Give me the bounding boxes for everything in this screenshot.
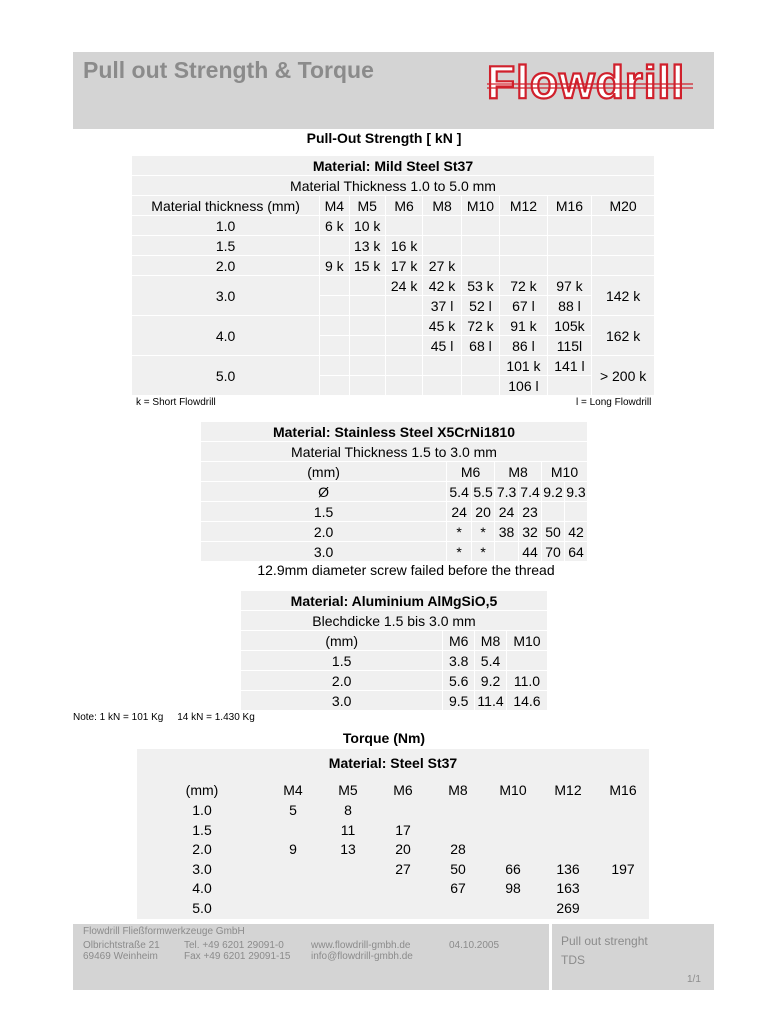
page-header xyxy=(73,52,714,129)
table-cell: 106 l xyxy=(500,376,547,395)
aluminium-thickness-range: Blechdicke 1.5 bis 3.0 mm xyxy=(241,611,547,630)
table-cell: 7.3 xyxy=(496,483,517,500)
table-cell: 5.4 xyxy=(447,482,471,501)
table-row xyxy=(132,276,654,295)
table-cell xyxy=(592,236,654,255)
table-cell: 88 l xyxy=(548,296,592,315)
table-cell: 98 xyxy=(505,880,521,897)
table-cell: 72 k xyxy=(462,316,499,335)
table-row xyxy=(137,861,649,881)
table-row xyxy=(201,502,587,521)
table-cell: 64 xyxy=(565,542,587,561)
table-cell xyxy=(548,236,592,255)
table-cell: 6 k xyxy=(320,216,348,235)
header-cell: M5 xyxy=(350,196,385,215)
header-cell: M20 xyxy=(592,196,654,215)
table-cell: 53 k xyxy=(462,276,499,295)
table-cell xyxy=(350,376,385,395)
table-cell: Ø xyxy=(201,482,446,501)
table-cell xyxy=(320,316,348,335)
mild-thickness-range: Material Thickness 1.0 to 5.0 mm xyxy=(132,176,654,195)
table-cell: 37 l xyxy=(423,296,460,315)
table-cell: 14.6 xyxy=(507,691,547,710)
table-row xyxy=(241,651,547,670)
footer-tel: Tel. +49 6201 29091-0 xyxy=(184,940,284,951)
table-cell: 4.0 xyxy=(192,880,212,897)
table-cell: 269 xyxy=(556,900,580,916)
table-cell xyxy=(495,542,518,561)
table-row xyxy=(241,691,547,710)
table-row xyxy=(132,256,654,275)
table-row xyxy=(137,841,649,861)
header-cell: M16 xyxy=(548,196,592,215)
table-cell: 5.0 xyxy=(192,900,212,916)
table-cell xyxy=(350,356,385,375)
table-cell: 197 xyxy=(611,860,635,877)
table-cell: 24 xyxy=(447,502,471,521)
page-footer xyxy=(73,924,714,990)
table-row xyxy=(132,356,654,375)
table-cell: * xyxy=(447,522,471,541)
table-cell: 1.5 xyxy=(192,821,212,838)
header-cell: M5 xyxy=(338,782,358,798)
table-cell xyxy=(548,376,592,395)
stainless-header-row xyxy=(201,462,587,481)
table-cell: 13 k xyxy=(350,236,385,255)
table-cell: 5.4 xyxy=(475,651,506,670)
footer-website[interactable]: www.flowdrill-gmbh.de xyxy=(311,940,411,951)
table-cell: 70 xyxy=(542,542,564,561)
table-cell: * xyxy=(472,522,494,541)
table-cell: 5.5 xyxy=(473,483,493,500)
footer-city: 69469 Weinheim xyxy=(83,951,158,962)
table-cell xyxy=(350,296,385,315)
table-cell: 141 l xyxy=(548,356,592,375)
table-cell xyxy=(423,236,460,255)
table-cell: 7.4 xyxy=(520,483,540,500)
footer-street: Olbrichtstraße 21 xyxy=(83,940,160,951)
torque-header-row xyxy=(137,782,649,802)
table-cell: 11 xyxy=(340,821,356,838)
header-cell: M6 xyxy=(443,631,474,650)
table-cell xyxy=(386,296,422,315)
header-cell: (mm) xyxy=(201,462,446,481)
table-cell xyxy=(507,651,547,670)
table-cell: 27 xyxy=(395,860,411,877)
table-row xyxy=(137,822,649,842)
table-cell xyxy=(592,216,654,235)
table-cell: 162 k xyxy=(592,316,654,355)
table-cell xyxy=(423,356,460,375)
table-cell: 9.2 xyxy=(475,671,506,690)
header-cell: M10 xyxy=(507,631,547,650)
table-cell: 3.0 xyxy=(192,860,212,877)
header-cell: M12 xyxy=(500,196,547,215)
header-cell: (mm) xyxy=(241,631,442,650)
table-cell: 45 k xyxy=(423,316,460,335)
header-cell: M8 xyxy=(495,462,541,481)
table-cell: 23 xyxy=(519,502,541,521)
table-cell: 163 xyxy=(556,880,580,897)
table-cell: 5.0 xyxy=(132,356,319,395)
table-cell: 136 xyxy=(556,860,580,877)
table-cell xyxy=(320,276,348,295)
table-cell: 9 xyxy=(289,841,297,858)
table-cell: 50 xyxy=(542,522,564,541)
table-cell: 20 xyxy=(472,502,494,521)
table-cell: 1.5 xyxy=(201,502,446,521)
aluminium-material-title: Material: Aluminium AlMgSiO,5 xyxy=(241,591,547,610)
table-cell xyxy=(462,376,499,395)
table-row xyxy=(132,316,654,335)
header-cell: M8 xyxy=(423,196,460,215)
torque-material-title: Material: Steel St37 xyxy=(328,755,458,771)
table-cell: 2.0 xyxy=(132,256,319,275)
table-cell: 11.0 xyxy=(507,671,547,690)
stainless-material-title: Material: Stainless Steel X5CrNi1810 xyxy=(201,422,587,441)
header-cell: M4 xyxy=(283,782,303,798)
footer-doc-type: TDS xyxy=(561,953,585,967)
table-cell xyxy=(462,216,499,235)
table-cell: 24 k xyxy=(386,276,422,295)
table-cell: 105k xyxy=(548,316,592,335)
table-row xyxy=(201,522,587,541)
table-cell: 91 k xyxy=(500,316,547,335)
conversion-note: Note: 1 kN = 101 Kg 14 kN = 1.430 Kg xyxy=(73,712,255,723)
header-cell: M4 xyxy=(320,196,348,215)
header-cell: M6 xyxy=(447,462,494,481)
table-cell: 115l xyxy=(548,336,592,355)
table-cell: 3.0 xyxy=(132,276,319,315)
header-cell: M10 xyxy=(542,462,587,481)
table-cell: 2.0 xyxy=(241,671,442,690)
table-row xyxy=(137,880,649,900)
table-cell: 9 k xyxy=(320,256,348,275)
table-cell: 9.2 xyxy=(543,483,563,500)
header-cell: M8 xyxy=(475,631,506,650)
table-cell: 28 xyxy=(450,841,466,858)
table-row xyxy=(137,802,649,822)
mild-steel-table xyxy=(131,155,655,396)
footer-email[interactable]: info@flowdrill-gmbh.de xyxy=(311,951,413,962)
table-cell: 15 k xyxy=(350,256,385,275)
torque-heading: Torque (Nm) xyxy=(342,730,426,746)
table-cell: 97 k xyxy=(548,276,592,295)
table-cell xyxy=(386,356,422,375)
footer-divider xyxy=(549,924,552,990)
table-row xyxy=(132,236,654,255)
table-cell xyxy=(500,256,547,275)
table-cell: 101 k xyxy=(500,356,547,375)
table-cell: 9.3 xyxy=(566,483,586,500)
table-cell xyxy=(542,502,564,521)
aluminium-table xyxy=(240,590,548,711)
table-cell xyxy=(386,216,422,235)
table-cell: 1.5 xyxy=(132,236,319,255)
flowdrill-logo xyxy=(483,54,708,106)
table-cell: 17 k xyxy=(386,256,422,275)
table-cell xyxy=(320,236,348,255)
table-cell: 67 xyxy=(450,880,466,897)
table-cell xyxy=(320,296,348,315)
aluminium-header-row xyxy=(241,631,547,650)
header-cell: M8 xyxy=(448,782,468,798)
table-cell xyxy=(386,316,422,335)
table-cell: 5 xyxy=(289,802,297,818)
table-cell: 17 xyxy=(395,821,411,838)
header-cell: M6 xyxy=(386,196,422,215)
table-cell xyxy=(320,376,348,395)
table-cell: 66 xyxy=(505,860,521,877)
header-cell: M10 xyxy=(499,782,527,798)
table-cell: 9.5 xyxy=(443,691,474,710)
table-cell: 27 k xyxy=(423,256,460,275)
table-cell xyxy=(500,236,547,255)
long-flowdrill-note: l = Long Flowdrill xyxy=(576,397,652,408)
header-cell: M6 xyxy=(393,782,413,798)
pullout-heading: Pull-Out Strength [ kN ] xyxy=(306,130,462,146)
table-cell: 1.0 xyxy=(132,216,319,235)
table-cell xyxy=(565,502,587,521)
stainless-steel-table xyxy=(200,421,588,562)
table-cell: 3.0 xyxy=(201,542,446,561)
table-cell: 1.5 xyxy=(241,651,442,670)
stainless-thickness-range: Material Thickness 1.5 to 3.0 mm xyxy=(201,442,587,461)
svg-text:Flowdrill: Flowdrill xyxy=(487,56,686,106)
table-cell: 68 l xyxy=(462,336,499,355)
table-cell xyxy=(592,256,654,275)
table-cell xyxy=(500,216,547,235)
table-cell xyxy=(350,276,385,295)
table-cell: 42 xyxy=(565,522,587,541)
table-cell: 13 xyxy=(340,841,356,858)
table-cell xyxy=(462,236,499,255)
mild-material-title: Material: Mild Steel St37 xyxy=(132,156,654,175)
table-row xyxy=(241,671,547,690)
table-cell: 2.0 xyxy=(192,841,212,858)
table-cell xyxy=(462,356,499,375)
table-cell: 10 k xyxy=(350,216,385,235)
table-cell xyxy=(423,216,460,235)
table-cell: 45 l xyxy=(423,336,460,355)
mild-header-row xyxy=(132,196,654,215)
table-cell: 86 l xyxy=(500,336,547,355)
footer-fax: Fax +49 6201 29091-15 xyxy=(184,951,291,962)
table-cell: 67 l xyxy=(500,296,547,315)
table-cell: 20 xyxy=(395,841,411,858)
table-cell xyxy=(350,336,385,355)
header-cell: M10 xyxy=(462,196,499,215)
table-cell: 4.0 xyxy=(132,316,319,355)
footer-page-number: 1/1 xyxy=(687,974,701,985)
table-cell xyxy=(386,376,422,395)
header-cell: (mm) xyxy=(185,782,219,798)
table-cell xyxy=(320,356,348,375)
table-cell: 2.0 xyxy=(201,522,446,541)
table-cell: 52 l xyxy=(462,296,499,315)
footer-date: 04.10.2005 xyxy=(449,940,500,951)
table-row xyxy=(201,542,587,561)
table-cell: * xyxy=(472,542,494,561)
table-cell: 8 xyxy=(344,802,352,818)
table-cell: * xyxy=(447,542,471,561)
footer-company: Flowdrill Fließformwerkzeuge GmbH xyxy=(83,926,245,937)
header-cell: M12 xyxy=(554,782,582,798)
table-cell: 142 k xyxy=(592,276,654,315)
page-title: Pull out Strength & Torque xyxy=(83,57,374,83)
table-cell xyxy=(462,256,499,275)
table-cell xyxy=(350,316,385,335)
table-cell: 50 xyxy=(450,860,466,877)
table-cell: 16 k xyxy=(386,236,422,255)
table-cell: 32 xyxy=(519,522,541,541)
table-cell: 24 xyxy=(495,502,518,521)
short-flowdrill-note: k = Short Flowdrill xyxy=(136,397,216,408)
table-cell: 5.6 xyxy=(443,671,474,690)
table-cell: > 200 k xyxy=(592,356,654,395)
table-cell: 3.8 xyxy=(443,651,474,670)
table-cell: 72 k xyxy=(500,276,547,295)
header-cell: M16 xyxy=(609,782,637,798)
table-row xyxy=(132,216,654,235)
torque-table xyxy=(137,749,649,919)
table-cell xyxy=(320,336,348,355)
table-cell: 38 xyxy=(495,522,518,541)
table-cell: 11.4 xyxy=(475,691,506,710)
table-cell xyxy=(386,336,422,355)
table-cell xyxy=(548,216,592,235)
footer-doc-title: Pull out strenght xyxy=(561,934,648,948)
table-row xyxy=(137,900,649,920)
stainless-footnote: 12.9mm diameter screw failed before the thread xyxy=(257,562,555,578)
table-row xyxy=(201,482,587,501)
table-cell: 1.0 xyxy=(192,802,212,818)
header-cell: Material thickness (mm) xyxy=(132,196,319,215)
table-cell xyxy=(423,376,460,395)
table-cell xyxy=(548,256,592,275)
table-cell: 42 k xyxy=(423,276,460,295)
table-cell: 3.0 xyxy=(241,691,442,710)
table-cell: 44 xyxy=(519,542,541,561)
